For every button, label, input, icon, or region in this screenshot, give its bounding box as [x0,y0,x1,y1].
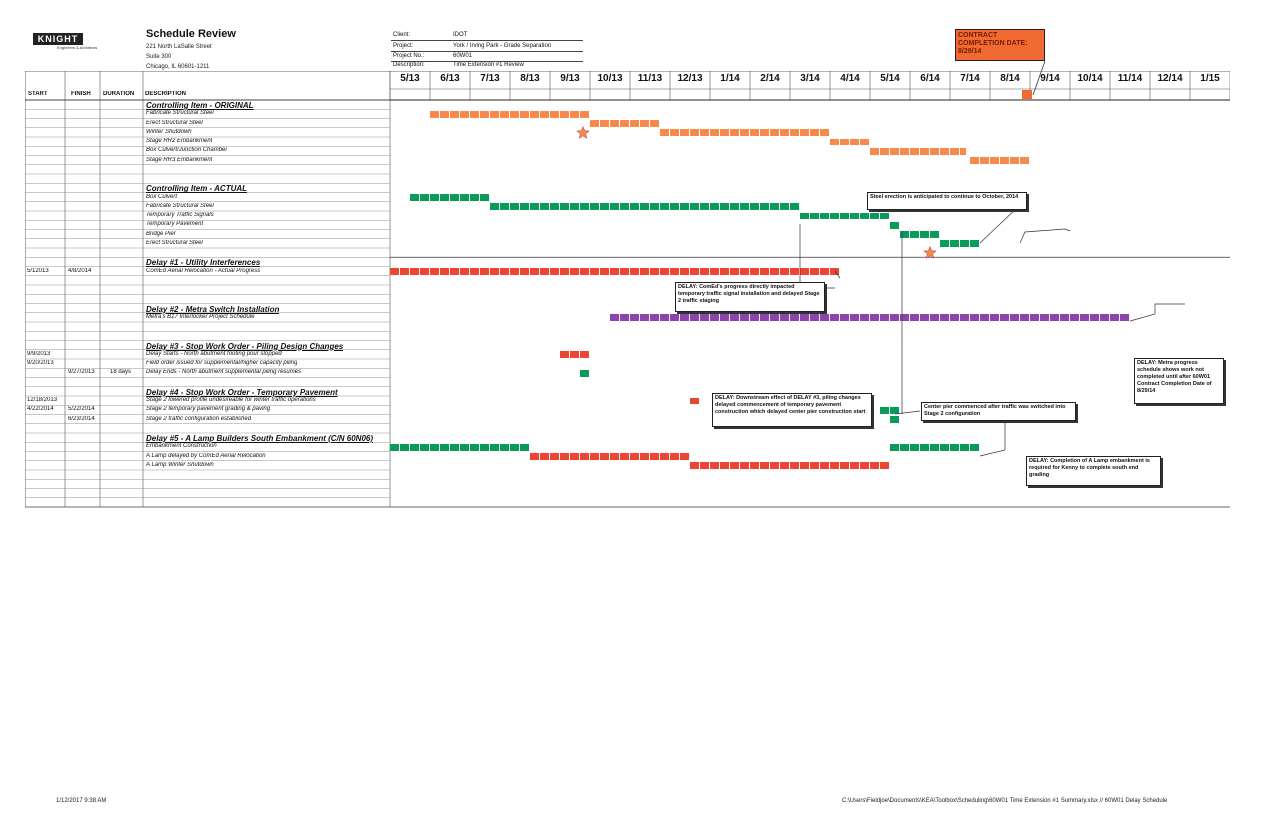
steel-erection-note: Steel erection is anticipated to continue to October, 2014 [867,192,1027,210]
month-label-12-13: 12/13 [677,73,703,84]
steel-note-leader [980,205,1020,243]
row-description: Delay Ends - North abutment supplemental piling resumes [146,369,302,376]
row-description: Stage 2 traffic configuration established [146,415,252,422]
row-description: Stage 2 lowered profile undesireable for winter traffic operations [146,397,316,403]
row-description: Box Culvert/Junction Chamber [146,147,228,154]
row-description: A Lamp delayed by ComEd Aerial Relocation [146,452,266,459]
month-label-4-14: 4/14 [840,73,860,84]
page-title: Schedule Review [146,28,236,40]
alamp-note-leader [980,420,1030,456]
month-label-6-13: 6/13 [440,73,460,84]
row-description: A Lamp Winter Shutdown [146,461,214,468]
contract-line-1: CONTRACT [958,32,998,39]
row-finish: 4/8/2014 [68,267,92,274]
pier-note-leader [895,411,920,414]
month-label-2-14: 2/14 [760,73,780,84]
row-duration: 18 days [110,369,132,376]
project-no-value: 60W01 [453,53,473,59]
row-description: Metra's B17 Interlocker Project Schedule [146,313,255,320]
row-start: 9/20/2013 [27,360,54,366]
project-value: York / Irving Park - Grade Separation [453,43,552,49]
center-pier-note: Center pier commenced after traffic was switched into Stage 2 configuration [921,402,1076,421]
contract-line-2: COMPLETION DATE: [958,40,1028,47]
knight-logo: KNIGHT [33,33,83,45]
contract-leader-line [1033,61,1045,95]
row-start: 9/9/2013 [27,350,51,357]
schedule-grid [25,71,1230,510]
month-label-11-14: 11/14 [1117,73,1143,84]
row-description: Stage RR3 Embankment [146,156,213,163]
logo-subtitle: Engineers & Architects [57,45,98,50]
footer-timestamp: 1/12/2017 9:38 AM [56,798,107,804]
row-description: Temporary Traffic Signals [146,212,214,218]
row-finish: 5/22/2014 [68,406,95,413]
row-description: Box Culvert [146,193,178,200]
month-label-8-14: 8/14 [1000,73,1020,84]
address-line-1: 221 North LaSalle Street [146,44,212,50]
duration-column-header: DURATION [103,91,135,97]
client-label: Client: [393,32,411,38]
row-description: Fabricate Structural Steel [146,110,214,117]
comed-delay-note: DELAY: ComEd's progress directly impacted temporary traffic signal installation and delayed Stage 2 traffic staging [675,282,825,312]
description-label: Description: [393,62,425,68]
month-label-7-13: 7/13 [480,73,500,84]
metra-extension-arrow [1130,304,1185,321]
description-column-header: DESCRIPTION [145,91,187,97]
month-label-9-13: 9/13 [560,73,580,84]
row-description: Field order issued for supplemental/higher capacity piling [146,360,298,366]
month-label-7-14: 7/14 [960,73,980,84]
row-start: 12/18/2013 [27,397,58,403]
address-line-3: Chicago, IL 60601-1211 [146,64,210,70]
month-label-1-14: 1/14 [720,73,740,84]
section-title: Delay #3 - Stop Work Order - Piling Design Changes [146,341,344,351]
month-label-5-14: 5/14 [880,73,900,84]
finish-column-header: FINISH [71,91,91,97]
month-label-11-13: 11/13 [637,73,663,84]
row-start: 4/22/2014 [27,406,54,413]
row-description: Erect Structural Steel [146,239,203,246]
section-title: Delay #1 - Utility Interferences [146,258,261,268]
alamp-delay-note: DELAY: Completion of A Lamp embankment is required for Kenny to complete south end grading [1026,456,1161,486]
contract-completion-box [955,29,1045,61]
section-title: Controlling Item - ORIGINAL [146,101,254,110]
row-description: Temporary Pavement [146,221,204,228]
month-label-8-13: 8/13 [520,73,540,84]
annotation-arrows [25,71,1230,510]
row-start: 5/12013 [27,267,49,274]
row-description: Embankment Construction [146,443,217,450]
downstream-delay-note: DELAY: Downstream effect of DELAY #3, piling changes delayed commencement of temporary pavement construction which delayed center pier construction start [712,393,872,427]
month-label-5-13: 5/13 [400,73,420,84]
month-label-6-14: 6/14 [920,73,940,84]
row-description: Bridge Pier [146,230,176,237]
row-description: Stage 2 temporary pavement grading & paving [146,406,271,413]
address-line-2: Suite 300 [146,54,172,60]
row-finish: 9/27/2013 [68,369,95,376]
month-label-9-14: 9/14 [1040,73,1060,84]
section-title: Controlling Item - ACTUAL [146,184,248,194]
contract-completion-marker [1022,90,1032,99]
month-label-10-13: 10/13 [597,73,623,84]
row-description: Delay Starts - North abutment footing pour stopped [146,350,282,357]
row-description: ComEd Aerial Relocation - Actual Progress [146,267,261,274]
month-label-10-14: 10/14 [1077,73,1103,84]
original-steel-star-icon [577,127,589,139]
actual-steel-star-icon [924,247,936,259]
client-value: IDOT [453,32,468,38]
month-label-3-14: 3/14 [800,73,820,84]
row-description: Stage RR2 Embankment [146,138,213,144]
section-title: Delay #4 - Stop Work Order - Temporary Pavement [146,387,338,397]
steel-extension-arrow [1020,229,1070,243]
comed-note-leader [800,224,835,288]
start-column-header: START [28,91,48,97]
row-description: Erect Structural Steel [146,119,203,126]
project-no-label: Project No.: [393,53,425,59]
month-label-1-15: 1/15 [1200,73,1220,84]
project-label: Project: [393,43,414,49]
metra-delay-note: DELAY: Metra progress schedule shows work not completed until after 60W01 Contract Completion Date of 8/29/14 [1134,358,1224,404]
row-description: Winter Shutdown [146,128,192,135]
section-title: Delay #5 - A Lamp Builders South Embankment (C/N 60N06) [146,434,374,443]
contract-line-3: 8/29/14 [958,48,982,55]
description-value: Time Extension #1 Review [453,62,524,68]
section-title: Delay #2 - Metra Switch Installation [146,304,280,314]
row-finish: 6/23/2014 [68,415,95,422]
row-description: Fabricate Structural Steel [146,202,214,209]
comed-bar-leader [835,271,840,278]
month-label-12-14: 12/14 [1157,73,1183,84]
footer-file-path: C:\Users\Fieldjoe\Documents\KEA\Toolbox\Scheduling\60W01 Time Extension #1 Summary.xlsx // 60W01 Delay Schedule [842,798,1168,804]
